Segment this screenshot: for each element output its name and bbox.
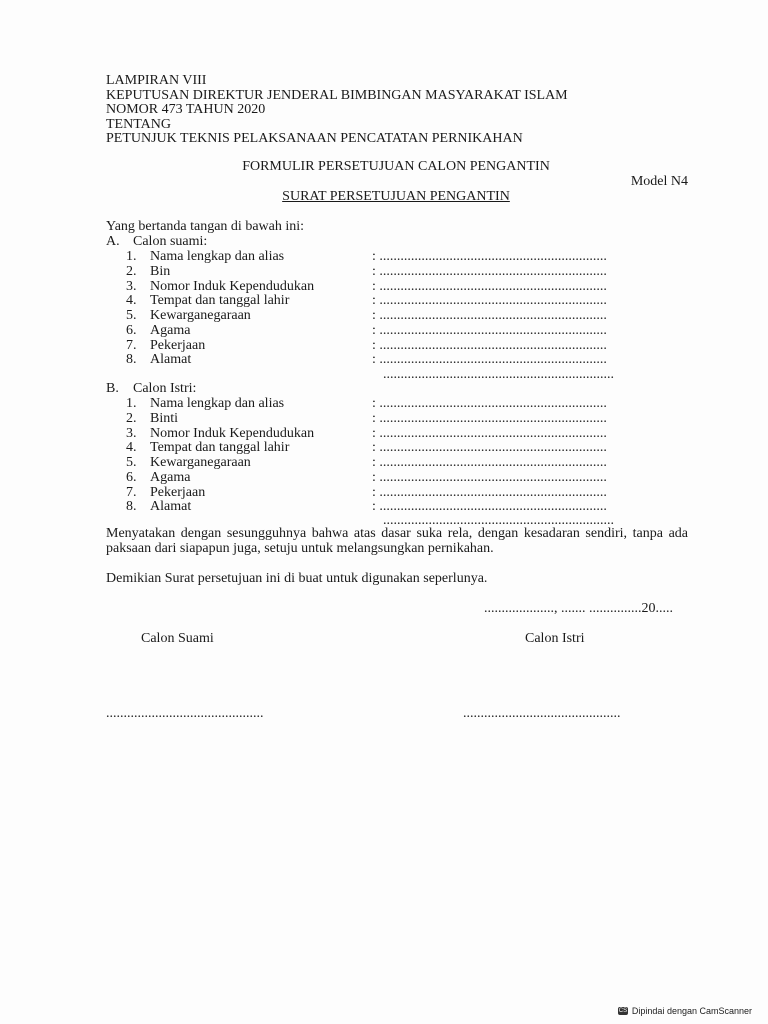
field-fill-line[interactable]: : ................................................................. (372, 337, 607, 353)
field-number: 7. (126, 337, 137, 353)
field-row (126, 308, 251, 323)
field-fill-line[interactable]: : ................................................................. (372, 499, 607, 515)
field-label: Pekerjaan (150, 484, 206, 500)
field-fill-line[interactable]: : ................................................................. (372, 396, 607, 411)
field-label: Agama (150, 469, 191, 485)
header-line: NOMOR 473 TAHUN 2020 (106, 102, 266, 118)
section-label: Calon suami: (133, 234, 208, 249)
camscanner-icon: CS (618, 1008, 628, 1014)
section-letter: A. (106, 234, 120, 249)
field-row (126, 455, 251, 470)
header-line: PETUNJUK TEKNIS PELAKSANAAN PENCATATAN PERNIKAHAN (106, 131, 523, 147)
field-row (126, 485, 205, 500)
header-line: TENTANG (106, 116, 171, 132)
section-label: Calon Istri: (133, 381, 197, 396)
field-fill-line[interactable]: : ................................................................. (372, 352, 607, 368)
field-fill-line[interactable]: : ................................................................. (372, 425, 607, 441)
husband-signature-label: Calon Suami (141, 631, 214, 646)
field-number: 1. (126, 249, 137, 264)
field-row (126, 352, 191, 367)
header-line: KEPUTUSAN DIREKTUR JENDERAL BIMBINGAN MASYARAKAT ISLAM (106, 87, 568, 103)
field-row (126, 293, 289, 308)
field-number: 2. (126, 263, 137, 279)
model-code: Model N4 (630, 174, 688, 189)
form-title: FORMULIR PERSETUJUAN CALON PENGANTIN (242, 159, 550, 174)
husband-signature-line[interactable]: ............................................. (106, 706, 264, 721)
field-fill-line[interactable]: : ................................................................. (372, 249, 607, 264)
field-label: Kewarganegaraan (150, 455, 251, 470)
letter-title: SURAT PERSETUJUAN PENGANTIN (282, 189, 510, 204)
field-number: 5. (126, 308, 137, 323)
field-label: Tempat dan tanggal lahir (150, 440, 290, 456)
field-row (126, 396, 284, 411)
section-letter: B. (106, 381, 119, 396)
field-label: Alamat (150, 352, 192, 368)
statement-paragraph: Menyatakan dengan sesungguhnya bahwa atas dasar suka rela, dengan kesadaran sendiri, tanpa ada paksaan dari siapapun juga, setuju untuk melangsungkan pernikahan. (106, 526, 688, 556)
field-row (126, 411, 178, 426)
field-fill-line[interactable]: : ................................................................. (372, 308, 607, 323)
field-label: Pekerjaan (150, 337, 206, 353)
field-label: Agama (150, 322, 191, 338)
field-row (126, 499, 191, 514)
field-row (126, 470, 190, 485)
field-fill-line[interactable]: : ................................................................. (372, 455, 607, 470)
field-number: 7. (126, 484, 137, 500)
wife-signature-line[interactable]: ............................................. (463, 706, 621, 721)
field-number: 2. (126, 410, 137, 426)
address-continuation-line[interactable]: .................................................................. (383, 513, 614, 528)
field-label: Alamat (150, 499, 192, 515)
field-number: 6. (126, 469, 137, 485)
field-label: Nomor Induk Kependudukan (150, 425, 315, 441)
field-fill-line[interactable]: : ................................................................. (372, 440, 607, 456)
field-row (126, 279, 314, 294)
field-number: 8. (126, 499, 137, 515)
field-number: 5. (126, 455, 137, 470)
wife-signature-label: Calon Istri (525, 631, 585, 646)
closing-text: Demikian Surat persetujuan ini di buat untuk digunakan seperlunya. (106, 571, 488, 586)
place-date-line[interactable]: ...................., ....... ...............20..... (484, 601, 673, 616)
field-fill-line[interactable]: : ................................................................. (372, 469, 607, 485)
field-number: 4. (126, 293, 137, 309)
field-fill-line[interactable]: : ................................................................. (372, 263, 607, 279)
field-fill-line[interactable]: : ................................................................. (372, 293, 607, 309)
camscanner-watermark (618, 1006, 752, 1016)
field-row (126, 323, 190, 338)
field-fill-line[interactable]: : ................................................................. (372, 322, 607, 338)
intro-text: Yang bertanda tangan di bawah ini: (106, 219, 305, 234)
field-number: 4. (126, 440, 137, 456)
field-label: Nama lengkap dan alias (150, 249, 285, 264)
field-row (126, 426, 314, 441)
field-number: 1. (126, 396, 137, 411)
field-label: Kewarganegaraan (150, 308, 251, 323)
address-continuation-line[interactable]: .................................................................. (383, 367, 614, 382)
field-fill-line[interactable]: : ................................................................. (372, 484, 607, 500)
field-row (126, 249, 284, 264)
field-fill-line[interactable]: : ................................................................. (372, 278, 607, 294)
field-number: 3. (126, 278, 137, 294)
field-label: Nomor Induk Kependudukan (150, 278, 315, 294)
document-header (106, 74, 568, 147)
field-row (126, 264, 170, 279)
field-fill-line[interactable]: : ................................................................. (372, 410, 607, 426)
section-a-heading (106, 234, 207, 250)
watermark-text: Dipindai dengan CamScanner (631, 1006, 752, 1016)
field-number: 6. (126, 322, 137, 338)
field-label: Tempat dan tanggal lahir (150, 293, 290, 309)
field-row (126, 338, 205, 353)
field-number: 3. (126, 425, 137, 441)
field-label: Binti (150, 410, 179, 426)
field-label: Nama lengkap dan alias (150, 396, 285, 411)
section-b-heading (106, 381, 196, 397)
header-line: LAMPIRAN VIII (106, 73, 207, 88)
field-number: 8. (126, 352, 137, 368)
field-row (126, 440, 289, 455)
field-label: Bin (150, 263, 171, 279)
